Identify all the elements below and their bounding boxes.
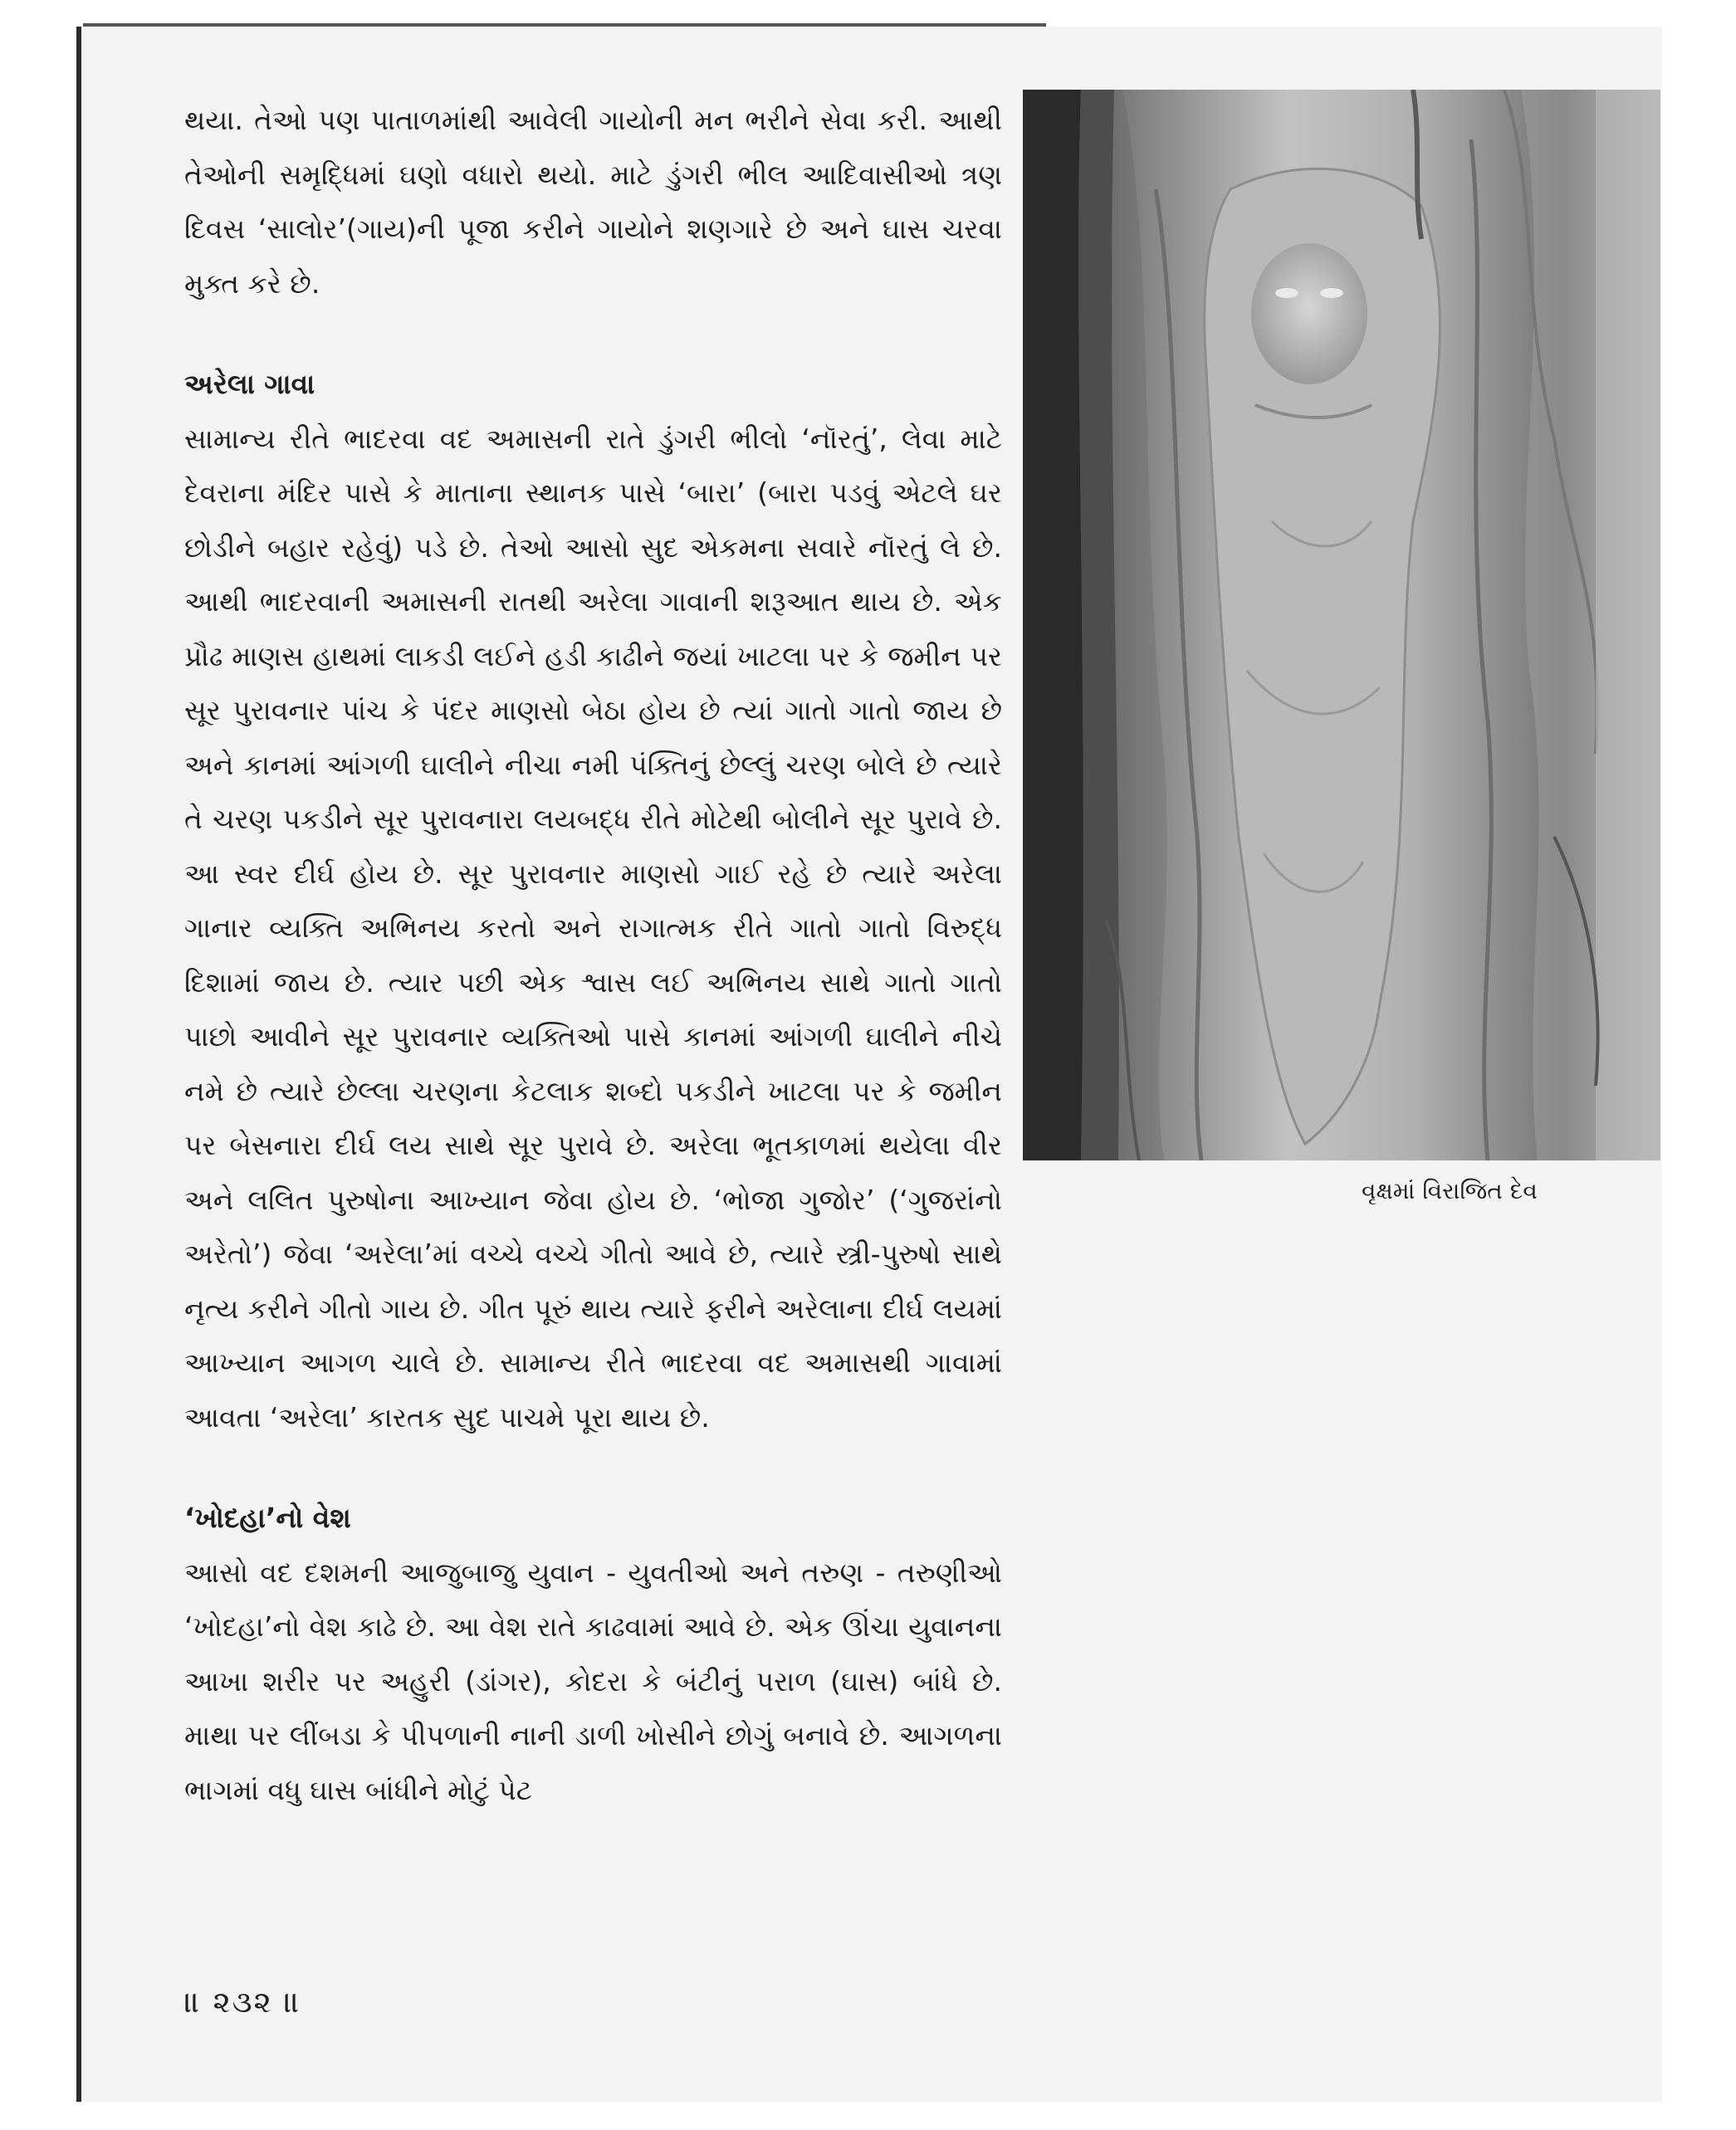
text-column <box>184 93 1002 1817</box>
section-gap <box>184 310 1002 357</box>
page-number: ॥ ૨૩૨ ॥ <box>184 1986 302 2020</box>
photo-caption: વૃક્ષમાં વિરાજિત દેવ <box>1362 1177 1538 1204</box>
paragraph-intro: થયા. તેઓ પણ પાતાળમાંથી આવેલી ગાયોની મન ભરીને સેવા કરી. આથી તેઓની સમૃદ્ધિમાં ઘણો વધારો થયો. માટે ડુંગરી ભીલ આદિવાસીઓ ત્રણ દિવસ ‘સાલોર’(ગાય)ની પૂજા કરીને ગાયોને શણગારે છે અને ઘાસ ચરવા મુક્ત કરે છે. <box>184 104 1002 300</box>
page-edge-shadow <box>83 23 1046 27</box>
section-heading-arela: અરેલા ગાવા <box>184 368 315 400</box>
tree-deity-photo <box>1023 90 1660 1160</box>
paragraph-khodaha: આસો વદ દશમની આજુબાજુ યુવાન - યુવતીઓ અને તરુણ - તરુણીઓ ‘ખોદહા’નો વેશ કાઢે છે. આ વેશ રાતે કાઢવામાં આવે છે. એક ઊંચા યુવાનના આખા શરીર પર અહુરી (ડાંગર), કોદરા કે બંટીનું પરાળ (ઘાસ) બાંધે છે. માથા પર લીંબડા કે પીપળાની નાની ડાળી ખોસીને છોગું બનાવે છે. આગળના ભાગમાં વધુ ઘાસ બાંધીને મોટું પેટ <box>184 1556 1002 1806</box>
section-gap <box>184 1444 1002 1491</box>
paragraph-arela: સામાન્ય રીતે ભાદરવા વદ અમાસની રાતે ડુંગરી ભીલો ‘નૉરતું’, લેવા માટે દેવરાના મંદિર પાસે કે માતાના સ્થાનક પાસે ‘બારા’ (બારા પડવું એટલે ઘર છોડીને બહાર રહેવું) પડે છે. તેઓ આસો સુદ એકમના સવારે નૉરતું લે છે. આથી ભાદરવાની અમાસની રાતથી અરેલા ગાવાની શરૂઆત થાય છે. એક પ્રૌઢ માણસ હાથમાં લાકડી લઈને હડી કાઢીને જયાં ખાટલા પર કે જમીન પર સૂર પુરાવનાર પાંચ કે પંદર માણસો બેઠા હોય છે ત્યાં ગાતો ગાતો જાય છે અને કાનમાં આંગળી ઘાલીને નીચા નમી પંક્તિનું છેલ્લું ચરણ બોલે છે ત્યારે તે ચરણ પકડીને સૂર પુરાવનારા લયબદ્ધ રીતે મોટેથી બોલીને સૂર પુરાવે છે. આ સ્વર દીર્ઘ હોય છે. સૂર પુરાવનાર માણસો ગાઈ રહે છે ત્યારે અરેલા ગાનાર વ્યક્તિ અભિનય કરતો અને રાગાત્મક રીતે ગાતો ગાતો વિરુદ્ધ દિશામાં જાય છે. ત્યાર પછી એક શ્વાસ લઈ અભિનય સાથે ગાતો ગાતો પાછો આવીને સૂર પુરાવનાર વ્યક્તિઓ પાસે કાનમાં આંગળી ઘાલીને નીચે નમે છે ત્યારે છેલ્લા ચરણના કેટલાક શબ્દો પકડીને ખાટલા પર કે જમીન પર બેસનારા દીર્ઘ લય સાથે સૂર પુરાવે છે. અરેલા ભૂતકાળમાં થયેલા વીર અને લલિત પુરુષોના આખ્યાન જેવા હોય છે. ‘ભોજા ગુજોર’ (‘ગુજરાંનો અરેતો’) જેવા ‘અરેલા’માં વચ્ચે વચ્ચે ગીતો આવે છે, ત્યારે સ્ત્રી-પુરુષો સાથે નૃત્ય કરીને ગીતો ગાય છે. ગીત પૂરું થાય ત્યારે ફરીને અરેલાના દીર્ઘ લયમાં આખ્યાન આગળ ચાલે છે. સામાન્ય રીતે ભાદરવા વદ અમાસથી ગાવામાં આવતા ‘અરેલા’ કારતક સુદ પાચમે પૂરા થાય છે. <box>184 422 1002 1434</box>
section-heading-khodaha: ‘ખોદહા’નો વેશ <box>184 1502 351 1534</box>
